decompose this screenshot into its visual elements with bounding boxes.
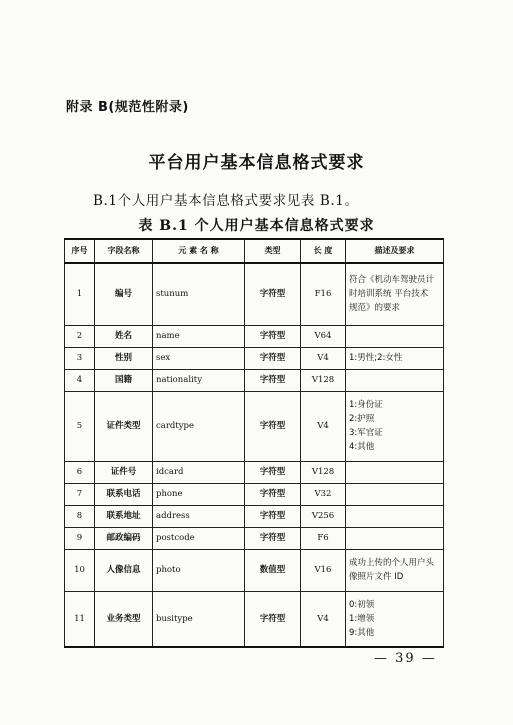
description-line: 符合《机动车驾驶员计 xyxy=(349,275,435,286)
cell-element-name: idcard xyxy=(153,461,245,483)
user-info-table xyxy=(64,238,444,648)
cell-description xyxy=(346,461,444,483)
cell-type: 字符型 xyxy=(245,263,301,325)
cell-no: 9 xyxy=(65,527,95,549)
cell-type: 字符型 xyxy=(245,483,301,505)
table-row xyxy=(65,505,444,527)
cell-element-name: address xyxy=(153,505,245,527)
cell-type: 字符型 xyxy=(245,591,301,647)
cell-field-name: 证件类型 xyxy=(95,391,153,461)
cell-no: 5 xyxy=(65,391,95,461)
document-title: 平台用户基本信息格式要求 xyxy=(148,153,365,173)
table-caption: 表 B.1 个人用户基本信息格式要求 xyxy=(138,218,375,234)
cell-no: 10 xyxy=(65,549,95,591)
header-type: 类型 xyxy=(245,239,301,263)
cell-type: 数值型 xyxy=(245,549,301,591)
description-line: 1:增领 xyxy=(349,613,375,624)
cell-element-name: cardtype xyxy=(153,391,245,461)
table-row xyxy=(65,347,444,369)
cell-element-name: postcode xyxy=(153,527,245,549)
description-line: 成功上传的个人用户头 xyxy=(349,558,435,568)
header-element-name: 元 素 名 称 xyxy=(153,239,245,263)
cell-length: V4 xyxy=(301,347,346,369)
cell-field-name: 联系电话 xyxy=(95,483,153,505)
cell-length: V4 xyxy=(301,591,346,647)
description-line: 像照片文件 ID xyxy=(349,572,404,582)
cell-length: F16 xyxy=(301,263,346,325)
page-number: — 39 — xyxy=(374,651,437,666)
cell-field-name: 证件号 xyxy=(95,461,153,483)
appendix-label: 附录 B(规范性附录) xyxy=(66,100,189,115)
table-body xyxy=(65,263,444,647)
cell-length: V64 xyxy=(301,325,346,347)
cell-description xyxy=(346,505,444,527)
cell-element-name: busitype xyxy=(153,591,245,647)
table-row xyxy=(65,483,444,505)
cell-description xyxy=(346,527,444,549)
description-line: 时培训系统 平台技术 xyxy=(349,289,429,300)
description-line: 1:男性;2:女性 xyxy=(349,353,403,363)
cell-no: 3 xyxy=(65,347,95,369)
cell-type: 字符型 xyxy=(245,325,301,347)
cell-description xyxy=(346,483,444,505)
header-length: 长 度 xyxy=(301,239,346,263)
cell-length: V128 xyxy=(301,461,346,483)
cell-description xyxy=(346,325,444,347)
cell-length: V4 xyxy=(301,391,346,461)
cell-element-name: nationality xyxy=(153,369,245,391)
cell-field-name: 人像信息 xyxy=(95,549,153,591)
cell-no: 11 xyxy=(65,591,95,647)
cell-field-name: 姓名 xyxy=(95,325,153,347)
table-row xyxy=(65,461,444,483)
cell-type: 字符型 xyxy=(245,369,301,391)
cell-description xyxy=(346,549,444,591)
table-row xyxy=(65,391,444,461)
table-row xyxy=(65,527,444,549)
cell-field-name: 编号 xyxy=(95,263,153,325)
cell-description xyxy=(346,369,444,391)
cell-length: V32 xyxy=(301,483,346,505)
description-line: 9:其他 xyxy=(349,627,375,638)
description-line: 2:护照 xyxy=(349,414,375,424)
cell-no: 7 xyxy=(65,483,95,505)
intro-paragraph: B.1个人用户基本信息格式要求见表 B.1。 xyxy=(93,193,359,209)
header-no: 序号 xyxy=(65,239,95,263)
table-row xyxy=(65,325,444,347)
cell-element-name: stunum xyxy=(153,263,245,325)
cell-no: 2 xyxy=(65,325,95,347)
cell-type: 字符型 xyxy=(245,461,301,483)
cell-type: 字符型 xyxy=(245,347,301,369)
description-line: 规范》的要求 xyxy=(349,303,401,314)
cell-type: 字符型 xyxy=(245,527,301,549)
cell-field-name: 业务类型 xyxy=(95,591,153,647)
cell-type: 字符型 xyxy=(245,391,301,461)
description-line: 4:其他 xyxy=(349,442,375,452)
cell-field-name: 邮政编码 xyxy=(95,527,153,549)
cell-no: 4 xyxy=(65,369,95,391)
cell-no: 6 xyxy=(65,461,95,483)
table-row xyxy=(65,263,444,325)
description-line: 1:身份证 xyxy=(349,400,383,410)
cell-description xyxy=(346,391,444,461)
cell-description xyxy=(346,347,444,369)
cell-length: V256 xyxy=(301,505,346,527)
cell-length: V128 xyxy=(301,369,346,391)
cell-field-name: 国籍 xyxy=(95,369,153,391)
header-field-name: 字段名称 xyxy=(95,239,153,263)
description-line: 3:军官证 xyxy=(349,428,383,438)
table-row xyxy=(65,549,444,591)
table-header-row xyxy=(65,239,444,263)
cell-description xyxy=(346,591,444,647)
cell-length: V16 xyxy=(301,549,346,591)
cell-type: 字符型 xyxy=(245,505,301,527)
description-line: 0:初领 xyxy=(349,599,375,610)
table-row xyxy=(65,591,444,647)
cell-field-name: 性别 xyxy=(95,347,153,369)
table-row xyxy=(65,369,444,391)
cell-no: 8 xyxy=(65,505,95,527)
cell-element-name: phone xyxy=(153,483,245,505)
cell-field-name: 联系地址 xyxy=(95,505,153,527)
header-description: 描述及要求 xyxy=(346,239,444,263)
cell-no: 1 xyxy=(65,263,95,325)
cell-element-name: photo xyxy=(153,549,245,591)
cell-description xyxy=(346,263,444,325)
cell-element-name: sex xyxy=(153,347,245,369)
cell-element-name: name xyxy=(153,325,245,347)
cell-length: F6 xyxy=(301,527,346,549)
